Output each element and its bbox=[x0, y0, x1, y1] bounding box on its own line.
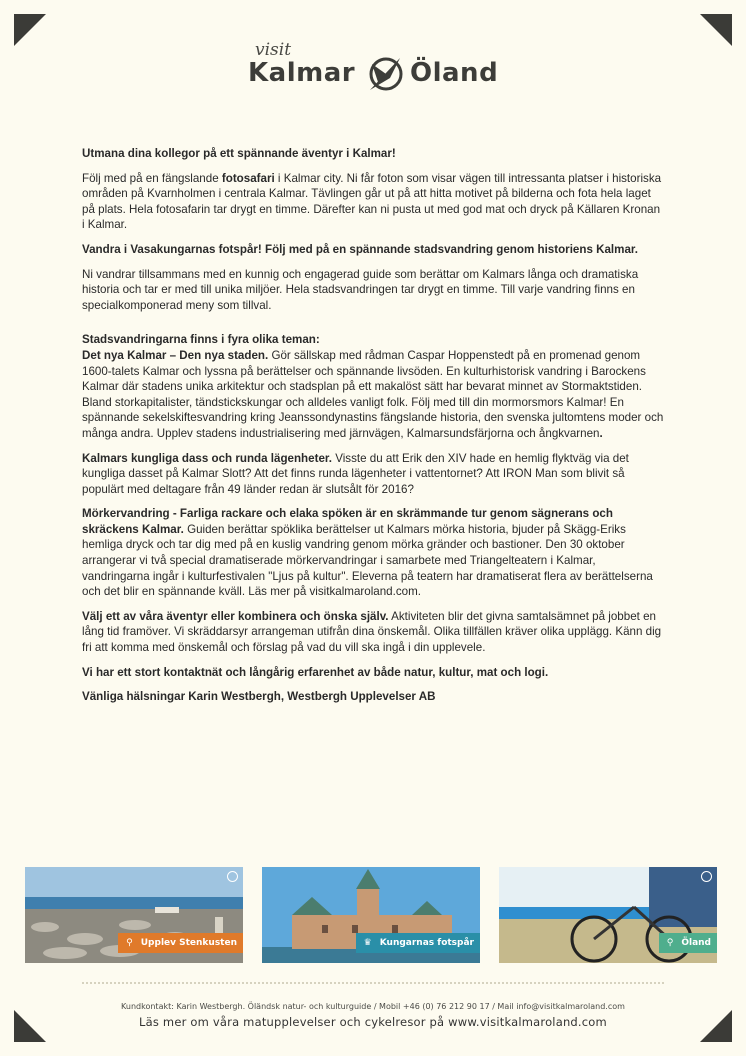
bicycle-icon: ⚲ bbox=[126, 938, 133, 948]
text: Gör sällskap med rådman Caspar Hoppenstedt på en promenad genom 1600-talets Kalmar och lyssna på berättelser och spännande livsöden. En kulturhistorisk vandring i Barockens Kalmar där stadens unika arkitektur och stadsplan på ett makalöst sätt har bevarat minnet av Stormaktstiden. bbox=[82, 348, 646, 394]
photo-strip bbox=[25, 867, 721, 963]
text-bold: . bbox=[599, 426, 603, 440]
brand-logo bbox=[245, 40, 505, 96]
network-line: Vi har ett stort kontaktnät och långårig erfarenhet av både natur, kultur, mat och logi. bbox=[82, 665, 549, 679]
theme-paragraph bbox=[82, 451, 664, 498]
logo-badge-icon bbox=[227, 871, 238, 882]
photo-label-text: Kungarnas fotspår bbox=[379, 938, 474, 948]
theme-paragraph bbox=[82, 506, 664, 600]
corner-decoration bbox=[14, 14, 46, 46]
walk-paragraph: Ni vandrar tillsammans med en kunnig och engagerad guide som berättar om Kalmars långa och dramatiska historia och tar er med till unika miljöer. Hela stadsvandringen tar drygt en timme. Till varje vandring finns en specialkomponerad meny som tillval. bbox=[82, 267, 639, 312]
text: i Kalmar city. Ni får foton som visar vägen till intressanta platser i historiska områden på Kvarnholmen i centrala Kalmar. Tävlingen går ut på att hitta motivet på bilderna och fota hela laget på plats. Hela fotosafarin tar drygt en timme. Därefter kan ni pusta ut med god mat och dryck på Källaren Kronan i Kalmar. bbox=[82, 171, 662, 232]
corner-decoration bbox=[700, 14, 732, 46]
text: Guiden berättar spöklika berättelser ut Kalmars mörka historia, bjuder på Skägg-Eriks hemliga dryck och tar dig med på en kuslig vandring genom mörka gränder och bastioner. Den 30 oktober arrangerar vi två special dramatiserade mörkervandringar i samarbete med Triangelteatern i Kalmar, vandringarna ingår i kulturfestivalen "Ljus på kultur". Eleverna på teatern har dramatiserat flera av berättelserna och det blir en spännande kväll. Läs mer på visitkalmaroland.com. bbox=[82, 522, 653, 599]
photo-kungarnas bbox=[262, 867, 480, 963]
themes-heading: Stadsvandringarna finns i fyra olika teman: bbox=[82, 333, 320, 347]
text-bold: fotosafari bbox=[221, 171, 275, 185]
choose-paragraph bbox=[82, 609, 664, 656]
intro-heading: Utmana dina kollegor på ett spännande äventyr i Kalmar! bbox=[82, 147, 396, 160]
photo-label bbox=[356, 933, 480, 953]
logo-oland: Öland bbox=[410, 58, 499, 88]
text: Aktiviteten blir det givna samtalsämnet på jobbet en lång tid framöver. Vi skräddarsyr arrangeman utifrån dina önskemål. Olika tillfällen kräver olika upplägg. Känn dig fri att komma med önskemål och förslag på vad du vill ska ingå i din upplevele. bbox=[82, 609, 662, 655]
divider bbox=[82, 982, 664, 984]
theme-title: Mörkervandring - Farliga rackare och elaka spöken är en skrämmande tur genom sägnerans och skräckens Kalmar. bbox=[82, 507, 613, 536]
text: Bland storkapitalister, tändstickskungar och alldeles vanligt folk. Följ med till din mormorsmors Kalmar! En spännande sekelskiftesvandring kring Jeanssondynastins fängslande historia, den svenska jultomtens moder och många andra. Upplev stadens industrialisering med järnvägen, Kalmarsundsfärjorna och ångkvarnen bbox=[82, 395, 664, 440]
compass-icon bbox=[364, 52, 408, 96]
bicycle-icon: ⚲ bbox=[666, 938, 674, 948]
letter-body bbox=[82, 146, 664, 714]
regards-line: Vänliga hälsningar Karin Westbergh, Westbergh Upplevelser AB bbox=[82, 690, 436, 704]
photo-label-text: Upplev Stenkusten bbox=[140, 938, 237, 948]
crown-icon: ♛ bbox=[363, 938, 372, 948]
footer-more: Läs mer om våra matupplevelser och cykelresor på www.visitkalmaroland.com bbox=[139, 1015, 607, 1029]
themes-paragraph bbox=[82, 332, 664, 441]
photo-label-text: Öland bbox=[681, 938, 711, 948]
photo-label bbox=[659, 933, 717, 953]
text-bold: Välj ett av våra äventyr eller kombinera och önska själv. bbox=[82, 609, 389, 623]
logo-kalmar: Kalmar bbox=[248, 58, 356, 88]
footer-contact: Kundkontakt: Karin Westbergh. Öländsk natur- och kulturguide / Mobil +46 (0) 76 212 90 17 / Mail info@visitkalmaroland.com bbox=[121, 1002, 625, 1011]
photo-oland bbox=[499, 867, 717, 963]
theme-title: Kalmars kungliga dass och runda lägenheter. bbox=[82, 451, 332, 465]
text: Visste du att Erik den XIV hade en hemlig flyktväg via det kungliga dasset på Kalmar Slott? Att det finns runda lägenheter i vattentornet? Att IRON Man som blivit så populärt med deltagare från 49 länder redan är slutsålt för 2016? bbox=[82, 451, 629, 496]
photo-label bbox=[118, 933, 243, 953]
intro-paragraph bbox=[82, 171, 664, 233]
theme-title: Det nya Kalmar – Den nya staden. bbox=[82, 348, 269, 362]
text: Följ med på en fängslande bbox=[82, 171, 222, 185]
photo-stenkusten bbox=[25, 867, 243, 963]
walk-heading: Vandra i Vasakungarnas fotspår! Följ med på en spännande stadsvandring genom historiens Kalmar. bbox=[82, 242, 639, 256]
logo-visit: visit bbox=[255, 40, 292, 60]
logo-badge-icon bbox=[701, 871, 712, 882]
